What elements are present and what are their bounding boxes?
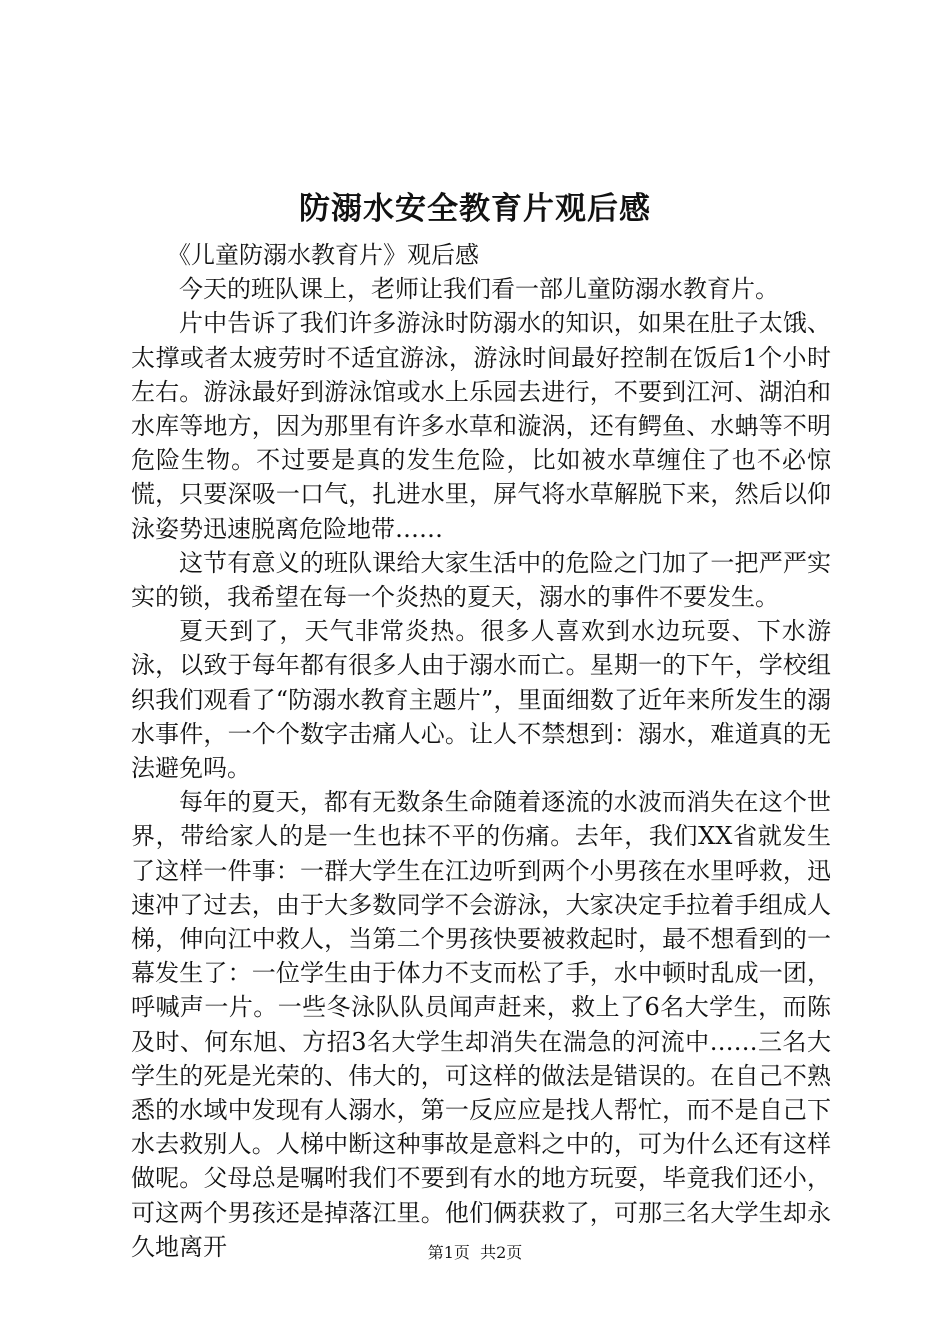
document-subtitle: 《儿童防溺水教育片》观后感 bbox=[167, 241, 479, 269]
paragraph-2: 片中告诉了我们许多游泳时防溺水的知识，如果在肚子太饿、太撑或者太疲劳时不适宜游泳，游泳时间最好控制在饭后1个小时左右。游泳最好到游泳馆或水上乐园去进行，不要到江河、湖泊和水库等地方，因为那里有许多水草和漩涡，还有鳄鱼、水蚺等不明危险生物。不过要是真的发生危险，比如被水草缠住了也不必惊慌，只要深吸一口气，扎进水里，屏气将水草解脱下来，然后以仰泳姿势迅速脱离危险地带…… bbox=[131, 309, 831, 543]
paragraph-1: 今天的班队课上，老师让我们看一部儿童防溺水教育片。 bbox=[179, 275, 779, 304]
page-footer bbox=[0, 1241, 950, 1265]
document-title: 防溺水安全教育片观后感 bbox=[299, 191, 651, 227]
page-total: 共2页 bbox=[480, 1243, 523, 1262]
paragraph-5: 每年的夏天，都有无数条生命随着逐流的水波而消失在这个世界，带给家人的是一生也抹不平的伤痛。去年，我们XX省就发生了这样一件事：一群大学生在江边听到两个小男孩在水里呼救，迅速冲了过去，由于大多数同学不会游泳，大家决定手拉着手组成人梯，伸向江中救人，当第二个男孩快要被救起时，最不想看到的一幕发生了：一位学生由于体力不支而松了手，水中顿时乱成一团，呼喊声一片。一些冬泳队队员闻声赶来，救上了6名大学生，而陈及时、何东旭、方招3名大学生却消失在湍急的河流中……三名大学生的死是光荣的、伟大的，可这样的做法是错误的。在自己不熟悉的水域中发现有人溺水，第一反应应是找人帮忙，而不是自己下水去救别人。人梯中断这种事故是意料之中的，可为什么还有这样做呢。父母总是嘱咐我们不要到有水的地方玩耍，毕竟我们还小，可这两个男孩还是掉落江里。他们俩获救了，可那三名大学生却永久地离开 bbox=[131, 788, 831, 1261]
page-number: 第1页 bbox=[427, 1243, 470, 1262]
paragraph-4: 夏天到了，天气非常炎热。很多人喜欢到水边玩耍、下水游泳，以致于每年都有很多人由于溺水而亡。星期一的下午，学校组织我们观看了“防溺水教育主题片”，里面细数了近年来所发生的溺水事件，一个个数字击痛人心。让人不禁想到：溺水，难道真的无法避免吗。 bbox=[131, 617, 831, 783]
document-body bbox=[131, 238, 831, 1264]
paragraph-3: 这节有意义的班队课给大家生活中的危险之门加了一把严严实实的锁，我希望在每一个炎热的夏天，溺水的事件不要发生。 bbox=[131, 548, 831, 612]
